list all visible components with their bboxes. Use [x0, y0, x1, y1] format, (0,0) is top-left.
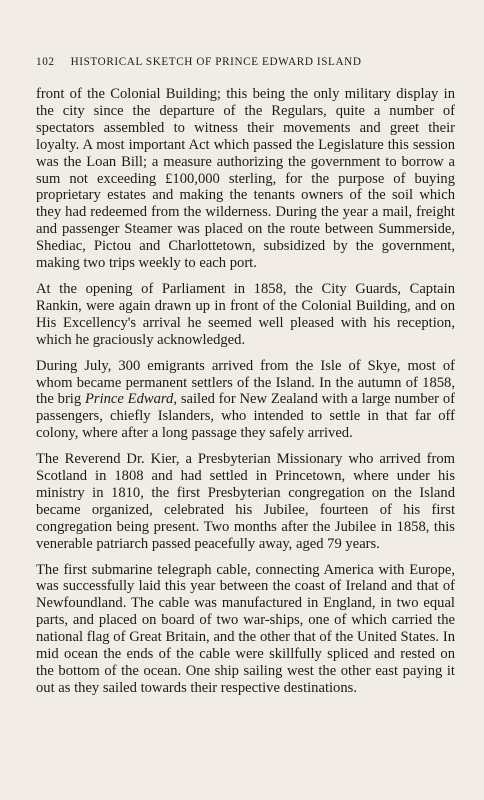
running-title: HISTORICAL SKETCH OF PRINCE EDWARD ISLAND [70, 56, 362, 68]
emigrants-text-after: , sailed for New Zealand with a large number of passengers, chiefly Islanders, who intended to settle in that far off colony, where after a long passage they safely arrived. [36, 391, 455, 442]
paragraph-parliament-opening: At the opening of Parliament in 1858, the City Guards, Captain Rankin, were again drawn up in front of the Colonial Building, and on His Excellency's arrival he seemed well pleased with his reception, which he graciously acknowledged. [36, 280, 455, 348]
paragraph-emigrants [36, 358, 455, 443]
running-head [36, 56, 455, 68]
book-page [36, 56, 455, 706]
paragraph-colonial-building: front of the Colonial Building; this being the only military display in the city since the departure of the Regulars, quite a number of spectators assembled to witness their movements and greet their loyalty. A most important Act which passed the Legislature this session was the Loan Bill; a measure authorizing the government to borrow a sum not exceeding £100,000 sterling, for the purpose of buying proprietary estates and making the tenants owners of the soil which they had redeemed from the wilderness. During the year a mail, freight and passenger Steamer was placed on the route between Summerside, Shediac, Pictou and Charlottetown, subsidized by the government, making two trips weekly to each port. [36, 86, 455, 272]
ship-name: Prince Edward [84, 391, 174, 408]
paragraph-dr-kier: The Reverend Dr. Kier, a Presbyterian Missionary who arrived from Scotland in 1808 and had settled in Princetown, where under his ministry in 1810, the first Presbyterian congregation on the Island became organized, celebrated his Jubilee, fourteen of his first congregation being present. Two months after the Jubilee in 1858, this venerable patriarch passed peacefully away, aged 79 years. [36, 451, 455, 552]
paragraph-telegraph-cable: The first submarine telegraph cable, connecting America with Europe, was successfully laid this year between the coast of Ireland and that of Newfoundland. The cable was manufactured in England, in two equal parts, and placed on board of two war-ships, one of which carried the national flag of Great Britain, and the other that of the United States. In mid ocean the ends of the cable were skillfully spliced and rested on the bottom of the ocean. One ship sailing west the other east paying it out as they sailed towards their respective destinations. [36, 561, 455, 696]
page-number: 102 [36, 56, 55, 68]
emigrants-text-before: During July, 300 emigrants arrived from the Isle of Skye, most of whom became permanent settlers of the Island. In the autumn of 1858, the brig [36, 357, 455, 408]
